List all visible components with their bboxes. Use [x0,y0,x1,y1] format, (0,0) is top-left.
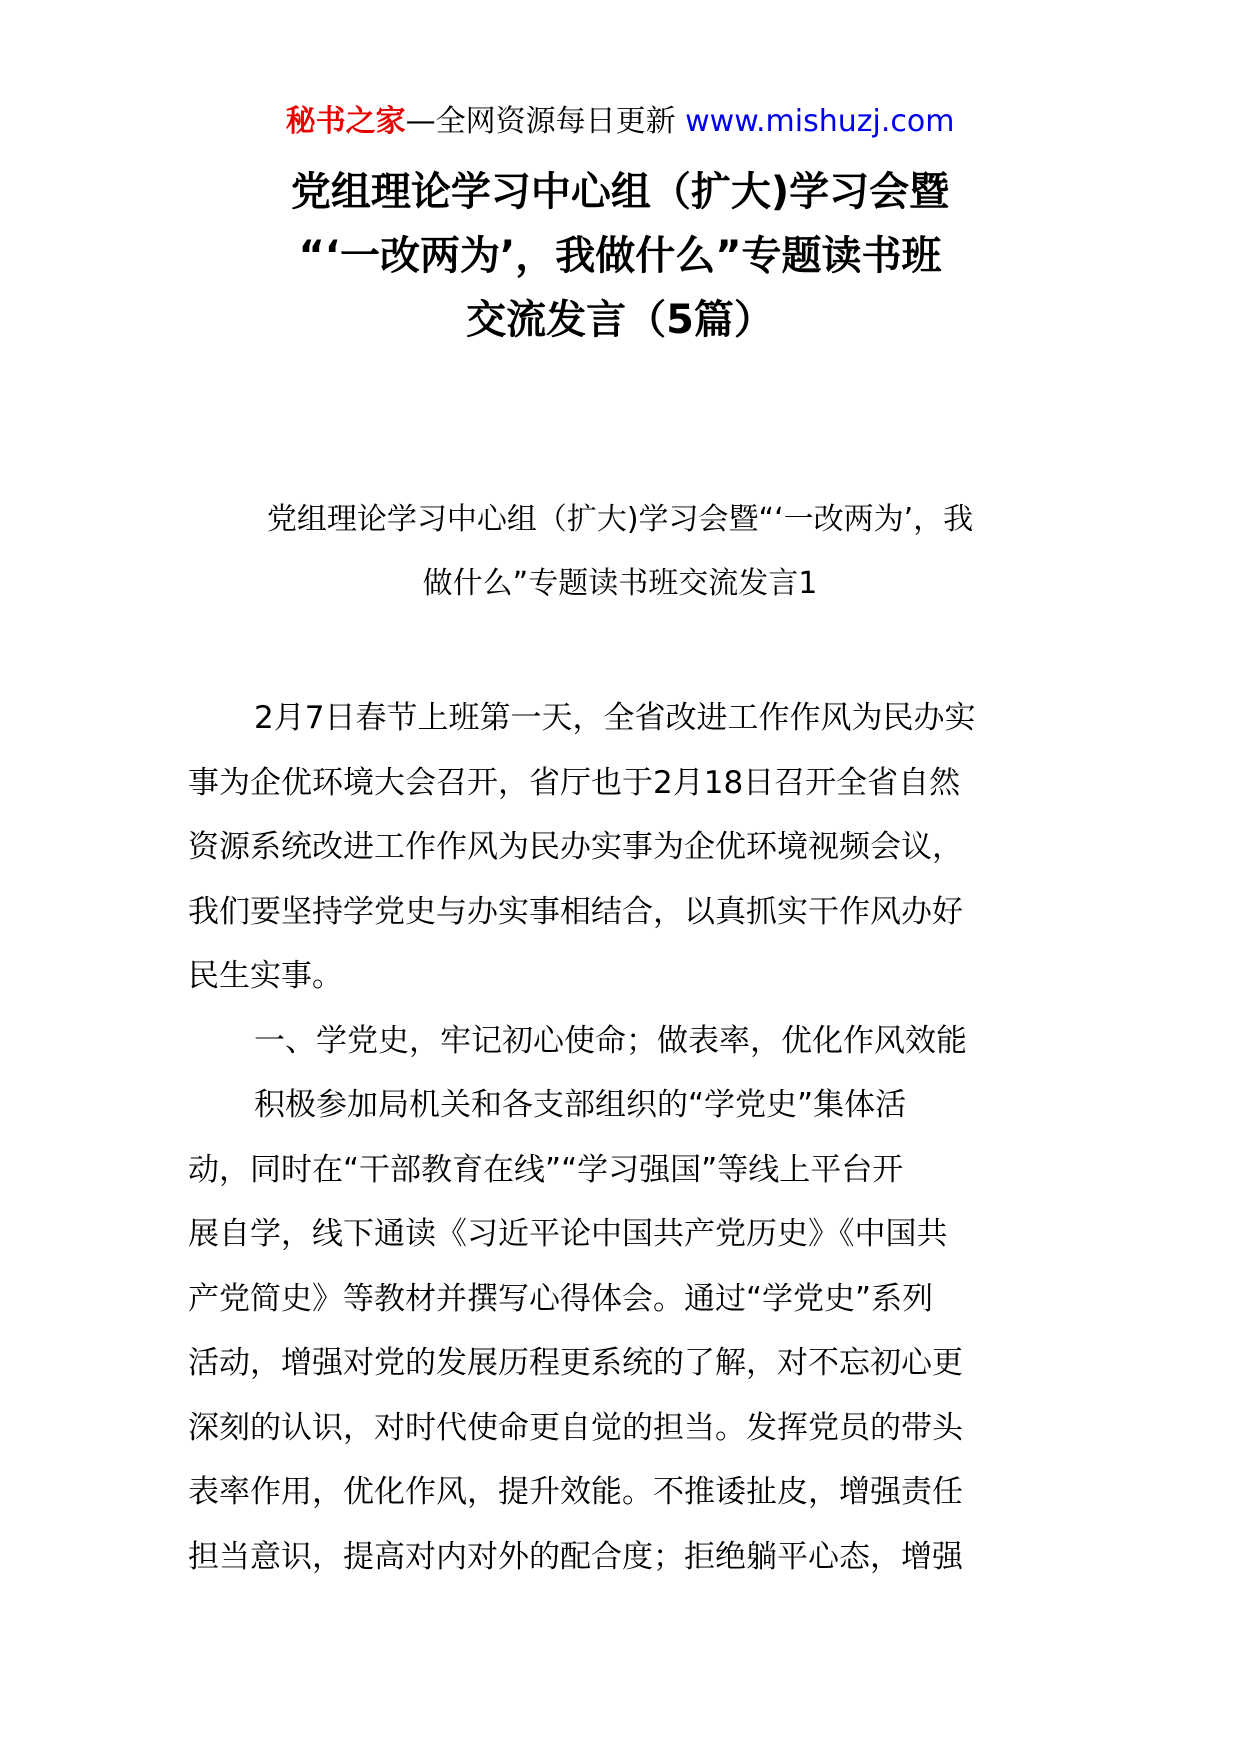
title-line: 党组理论学习中心组（扩大)学习会暨 [290,169,950,215]
paragraph-line: 积极参加局机关和各支部组织的“学党史”集体活 [254,1087,907,1123]
paragraph-line: 活动，增强对党的发展历程更系统的了解，对不忘初心更 [188,1345,963,1381]
paragraph-line: 2月7日春节上班第一天，全省改进工作作风为民办实 [254,700,976,736]
brand-name: 秘书之家 [285,104,406,139]
paragraph-line: 担当意识，提高对内对外的配合度；拒绝躺平心态，增强 [188,1538,963,1575]
paragraph-line: 资源系统改进工作作风为民办实事为企优环境视频会议， [188,829,963,865]
paragraph-line: 产党简史》等教材并撰写心得体会。通过“学党史”系列 [188,1280,934,1317]
paragraph-line: 事为企优环境大会召开，省厅也于2月18日召开全省自然 [188,764,961,801]
title-line: 交流发言（5篇） [466,297,774,343]
section-heading-line: 做什么”专题读书班交流发言1 [422,566,818,601]
header-tagline: —全网资源每日更新 [405,104,686,139]
paragraph-line: 动，同时在“干部教育在线”“学习强国”等线上平台开 [188,1151,904,1188]
paragraph-line: 民生实事。 [188,958,343,994]
section-heading-line: 党组理论学习中心组（扩大)学习会暨“‘一改两为’，我 [266,502,974,537]
paragraph-line: 展自学，线下通读《习近平论中国共产党历史》《中国共 [188,1216,948,1252]
paragraph-line: 我们要坚持学党史与办实事相结合，以真抓实干作风办好 [188,893,963,930]
site-url-link[interactable]: www.mishuzj.com [685,104,955,139]
site-header [0,100,1240,144]
body-text [188,686,1052,1589]
subheading-line: 一、学党史，牢记初心使命；做表率，优化作风效能 [254,1022,967,1059]
title-line: “‘一改两为’，我做什么”专题读书班 [298,233,942,279]
document-title [200,160,1040,352]
paragraph-line: 深刻的认识，对时代使命更自觉的担当。发挥党员的带头 [188,1409,963,1446]
paragraph-line: 表率作用，优化作风，提升效能。不推诿扯皮，增强责任 [188,1474,963,1510]
section-heading [180,488,1060,616]
